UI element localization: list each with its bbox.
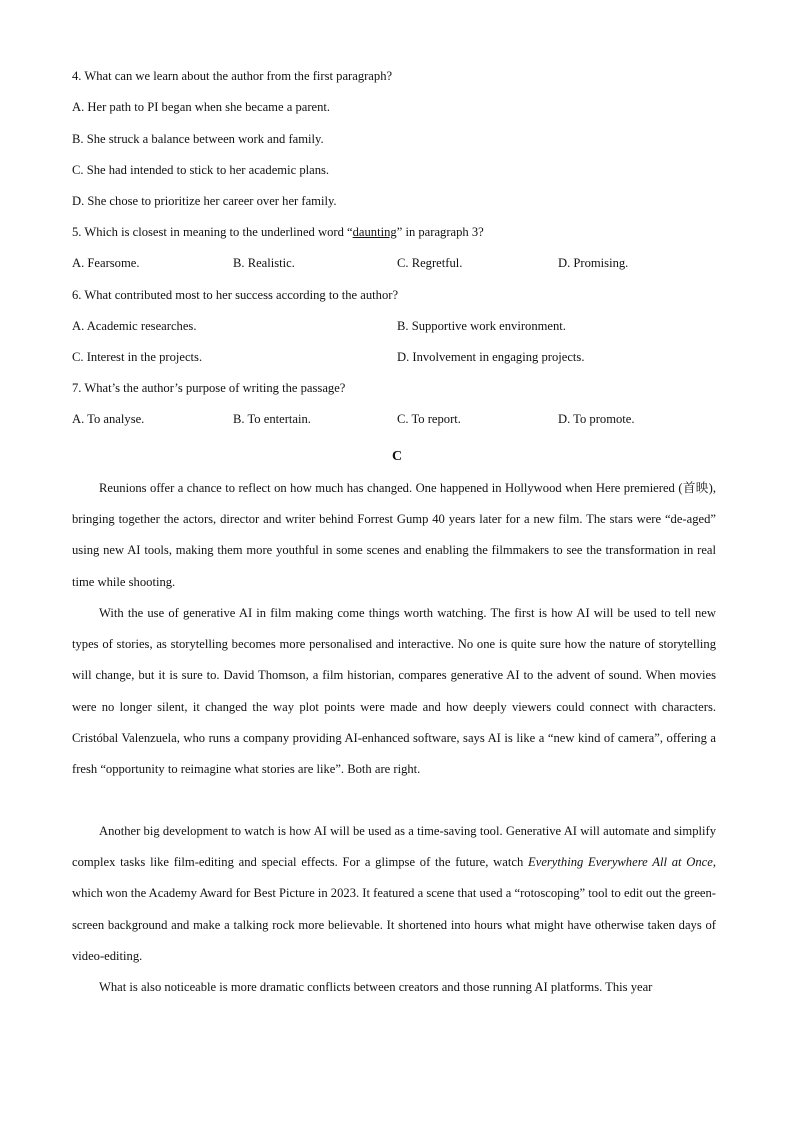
question-5-option-b: B. Realistic. [233, 256, 295, 270]
passage-paragraph-1: Reunions offer a chance to reflect on how much has changed. One happened in Hollywood when Here premiered (首映), bringing together the actors, director and writer behind Forrest Gump 40 years later for a new film. The stars were “de-aged” using new AI tools, making them more youthful in some scenes and enabling the filmmakers to see the transformation in real time while shooting. [72, 481, 716, 589]
question-5-stem-after: ” in paragraph 3? [396, 225, 484, 239]
question-6-option-d: D. Involvement in engaging projects. [397, 350, 585, 364]
question-7-option-b: B. To entertain. [233, 412, 311, 426]
passage-paragraph-2: With the use of generative AI in film making come things worth watching. The first is how AI will be used to tell new types of stories, as storytelling becomes more personalised and interactive. No one is quite sure how the nature of storytelling will change, but it is sure to. David Thomson, a film historian, compares generative AI to the advent of sound. When movies were no longer silent, it changed the way plot points were made and how deeply viewers could connect with characters. Cristóbal Valenzuela, who runs a company providing AI-enhanced software, says AI is like a “new kind of camera”, offering a fresh “opportunity to reimagine what stories are like”. Both are right. [72, 606, 716, 777]
paragraph-3-text-before: Another big development to watch is how AI will be used as a time-saving tool. Generative AI will automate and simplify complex tasks like film-editing and special effects. For a glimpse of the future, watch [72, 824, 716, 870]
question-5-option-d: D. Promising. [558, 256, 629, 270]
question-4-option-d: D. She chose to prioritize her career over her family. [72, 194, 337, 208]
question-4-option-a: A. Her path to PI began when she became a parent. [72, 100, 331, 114]
question-5-stem-before: 5. Which is closest in meaning to the underlined word “ [72, 225, 353, 239]
passage-paragraph-3 [72, 816, 716, 972]
question-5-option-a: A. Fearsome. [72, 256, 140, 270]
question-4-option-b: B. She struck a balance between work and family. [72, 132, 324, 146]
question-6-stem: 6. What contributed most to her success according to the author? [72, 288, 399, 302]
passage-paragraph-4: What is also noticeable is more dramatic conflicts between creators and those running AI platforms. This year [99, 980, 653, 994]
question-4-stem: 4. What can we learn about the author from the first paragraph? [72, 69, 393, 83]
question-4-option-c: C. She had intended to stick to her academic plans. [72, 163, 330, 177]
question-6-option-b: B. Supportive work environment. [397, 319, 566, 333]
question-7-option-d: D. To promote. [558, 412, 635, 426]
question-5-option-c: C. Regretful. [397, 256, 463, 270]
question-7-stem: 7. What’s the author’s purpose of writing the passage? [72, 381, 346, 395]
question-7-option-a: A. To analyse. [72, 412, 145, 426]
paragraph-3-text-after: , which won the Academy Award for Best Picture in 2023. It featured a scene that used a “rotoscoping” tool to edit out the green-screen background and make a talking rock more believable. It shortened into hours what might have otherwise taken days of video-editing. [72, 855, 716, 963]
question-5-stem [72, 224, 484, 240]
question-6-option-a: A. Academic researches. [72, 319, 197, 333]
underlined-word: daunting [352, 225, 397, 239]
section-title: C [391, 449, 403, 464]
question-7-option-c: C. To report. [397, 412, 461, 426]
question-6-option-c: C. Interest in the projects. [72, 350, 203, 364]
film-title: Everything Everywhere All at Once [528, 855, 713, 870]
